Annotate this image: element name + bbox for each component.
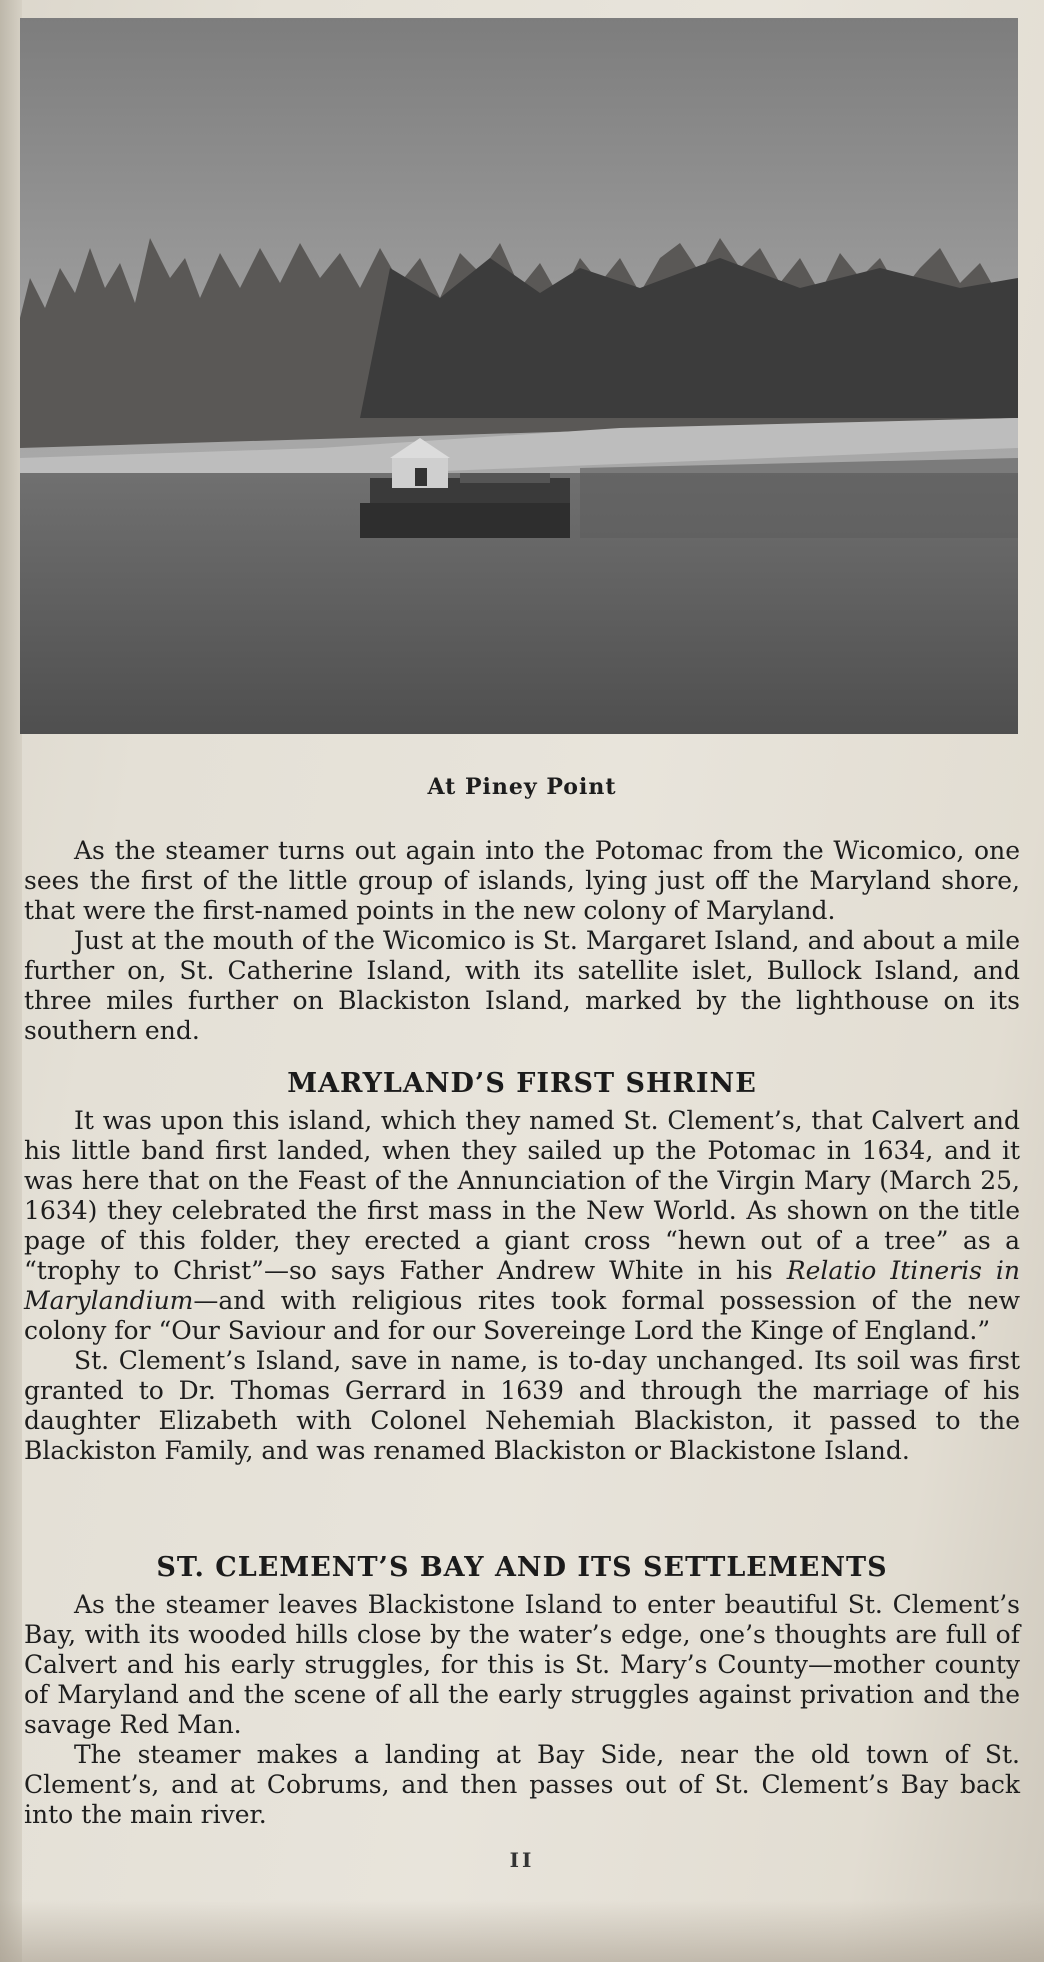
- paragraph: As the steamer turns out again into the Potomac from the Wicomico, one sees the first of the little group of islands, lying just off the Maryland shore, that were the first-named points in the new colony of Maryland.: [24, 836, 1020, 925]
- paragraph-text: —and with religious rites took formal possession of the new colony for “Our Saviour and for our Sovereinge Lord the Kinge of England.”: [24, 1286, 1020, 1345]
- page-binding-edge: [0, 0, 22, 1962]
- section-heading-first-shrine: MARYLAND’S FIRST SHRINE: [287, 1068, 757, 1099]
- paragraph: St. Clement’s Island, save in name, is to-day unchanged. Its soil was first granted to Dr. Thomas Gerrard in 1639 and through the marriage of his daughter Elizabeth with Colonel Nehemiah Blackiston, it passed to the Blackiston Family, and was renamed Blackiston or Blackistone Island.: [24, 1346, 1020, 1465]
- section-heading-st-clements-bay: ST. CLEMENT’S BAY AND ITS SETTLEMENTS: [156, 1552, 888, 1583]
- piney-point-photo: [20, 18, 1018, 734]
- pier-and-trees-photo-icon: [20, 18, 1018, 734]
- paragraph-text: It was upon this island, which they named St. Clement’s, that Calvert and his little band first landed, when they sailed up the Potomac in 1634, and it was here that on the Feast of the Annunciation of the Virgin Mary (March 25, 1634) they celebrated the first mass in the New World. As shown on the title page of this folder, they erected a giant cross “hewn out of a tree” as a “trophy to Christ”—so says Father Andrew White in his: [24, 1106, 1020, 1285]
- page-bottom-shadow: [0, 1900, 1044, 1962]
- first-shrine-section: [24, 1106, 1020, 1466]
- st-clements-bay-section: [24, 1590, 1020, 1830]
- photo-caption: At Piney Point: [427, 774, 617, 800]
- paragraph: The steamer makes a landing at Bay Side, near the old town of St. Clement’s, and at Cobrums, and then passes out of St. Clement’s Bay back into the main river.: [24, 1740, 1020, 1829]
- paragraph: As the steamer leaves Blackistone Island to enter beautiful St. Clement’s Bay, with its wooded hills close by the water’s edge, one’s thoughts are full of Calvert and his early struggles, for this is St. Mary’s County—mother county of Maryland and the scene of all the early struggles against privation and the savage Red Man.: [24, 1590, 1020, 1739]
- page-number: II: [509, 1848, 535, 1872]
- intro-section: [24, 836, 1020, 1046]
- paragraph: Just at the mouth of the Wicomico is St. Margaret Island, and about a mile further on, St. Catherine Island, with its satellite islet, Bullock Island, and three miles further on Blackiston Island, marked by the lighthouse on its southern end.: [24, 926, 1020, 1045]
- italic-title: Relatio Itineris in Marylandium: [24, 1256, 1020, 1315]
- paragraph: [24, 1106, 1020, 1346]
